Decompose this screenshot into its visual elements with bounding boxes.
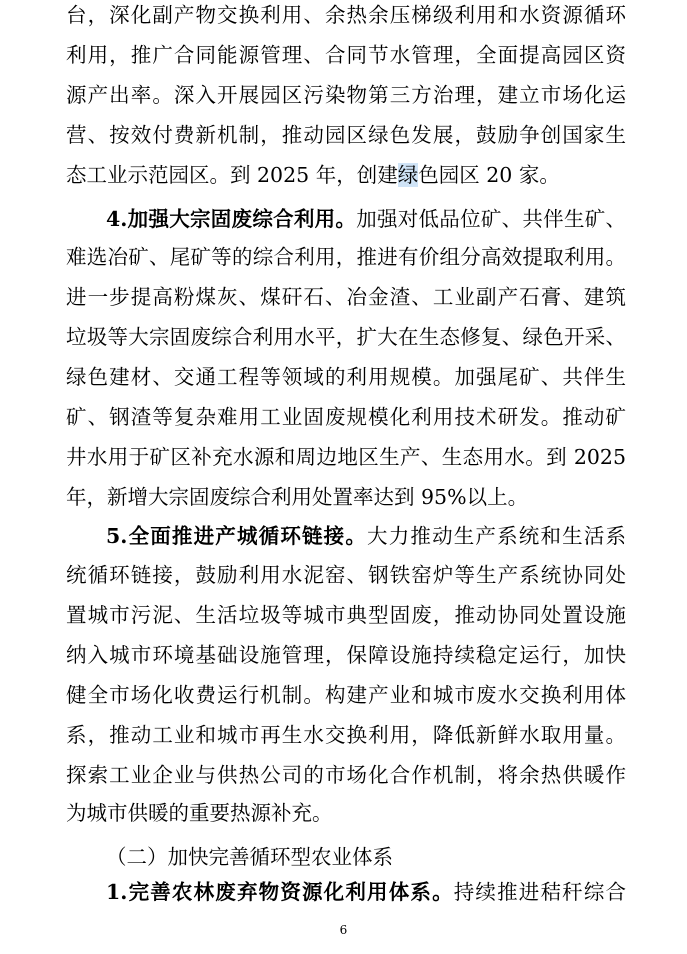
section-heading: （二）加快完善循环型农业体系 <box>106 845 393 869</box>
text-line: 利用，推广合同能源管理、合同节水管理，全面提高园区资 <box>66 43 626 67</box>
paragraph-first-line <box>106 200 626 238</box>
text-line: 进一步提高粉煤灰、煤矸石、冶金渣、工业副产石膏、建筑 <box>66 285 626 309</box>
paragraph-heading: 4.加强大宗固废综合利用。 <box>106 207 357 231</box>
paragraph-heading: 1.完善农林废弃物资源化利用体系。 <box>106 880 454 904</box>
text-fragment: 色园区 20 家。 <box>418 163 560 187</box>
text-line: 探索工业企业与供热公司的市场化合作机制，将余热供暖作 <box>66 763 626 787</box>
text-line: 为城市供暖的重要热源补充。 <box>66 801 333 825</box>
text-line: 年，新增大宗固废综合利用处置率达到 95%以上。 <box>66 485 529 509</box>
text-line <box>66 156 626 194</box>
paragraph-heading: 5.全面推进产城循环链接。 <box>106 524 368 548</box>
paragraph-first-line <box>106 517 626 555</box>
text-line: 置城市污泥、生活垃圾等城市典型固废，推动协同处置设施 <box>66 603 626 627</box>
text-line: 纳入城市环境基础设施管理，保障设施持续稳定运行，加快 <box>66 643 626 667</box>
paragraph-first-line <box>106 873 626 911</box>
text-line: 营、按效付费新机制，推动园区绿色发展，鼓励争创国家生 <box>66 123 626 147</box>
text-line: 垃圾等大宗固废综合利用水平，扩大在生态修复、绿色开采、 <box>66 325 626 349</box>
text-line: 系，推动工业和城市再生水交换利用，降低新鲜水取用量。 <box>66 723 626 747</box>
page-number: 6 <box>339 923 348 937</box>
text-line: 绿色建材、交通工程等领域的利用规模。加强尾矿、共伴生 <box>66 365 626 389</box>
text-line: 矿、钢渣等复杂难用工业固废规模化利用技术研发。推动矿 <box>66 405 626 429</box>
text-fragment: 加强对低品位矿、共伴生矿、 <box>356 207 626 231</box>
text-line: 源产出率。深入开展园区污染物第三方治理，建立市场化运 <box>66 83 626 107</box>
selected-text-highlight[interactable]: 绿 <box>397 163 419 187</box>
text-line: 健全市场化收费运行机制。构建产业和城市废水交换利用体 <box>66 683 626 707</box>
text-line: 井水用于矿区补充水源和周边地区生产、生态用水。到 2025 <box>66 445 626 469</box>
text-line: 难选冶矿、尾矿等的综合利用，推进有价组分高效提取利用。 <box>66 245 626 269</box>
text-line: 统循环链接，鼓励利用水泥窑、钢铁窑炉等生产系统协同处 <box>66 563 626 587</box>
text-line: 台，深化副产物交换利用、余热余压梯级利用和水资源循环 <box>66 3 626 27</box>
text-fragment: 态工业示范园区。到 2025 年，创建 <box>66 163 398 187</box>
text-fragment: 大力推动生产系统和生活系 <box>367 524 627 548</box>
text-fragment: 持续推进秸秆综合 <box>453 880 626 904</box>
